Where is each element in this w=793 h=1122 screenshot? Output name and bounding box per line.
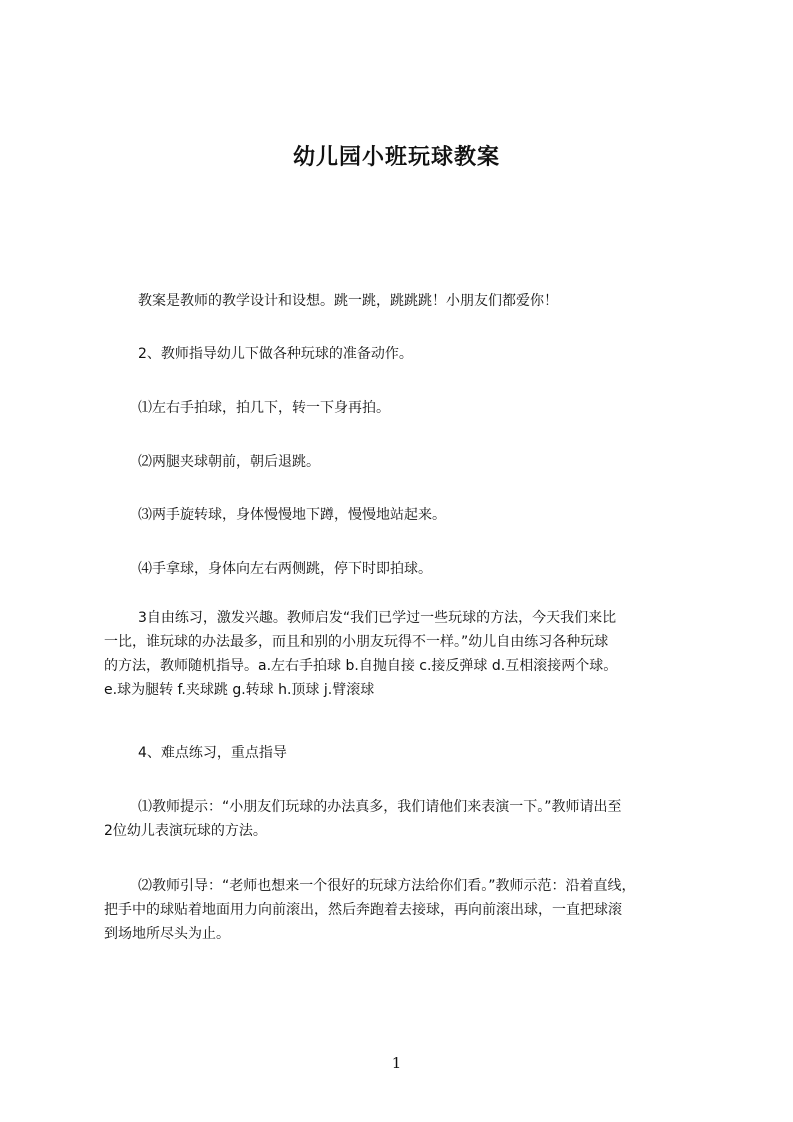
step-4-item-2 xyxy=(104,874,636,946)
step-2-item-2 xyxy=(138,450,320,474)
step-4-heading xyxy=(138,741,287,765)
paragraph-line: 3自由练习，激发兴趣。教师启发“我们已学过一些玩球的方法，今天我们来比 xyxy=(138,610,617,626)
paragraph-line: 2位幼儿表演玩球的方法。 xyxy=(104,823,267,839)
paragraph-line: 到场地所尽头为止。 xyxy=(104,926,230,942)
paragraph-line: 4、难点练习，重点指导 xyxy=(138,745,287,761)
paragraph-line: 的方法，教师随机指导。a.左右手拍球 b.自抛自接 c.接反弹球 d.互相滚接两个球。 xyxy=(104,658,618,674)
paragraph-line: ⑷手拿球，身体向左右两侧跳，停下时即拍球。 xyxy=(138,561,432,577)
step-3-paragraph xyxy=(104,606,617,702)
step-2-item-1 xyxy=(138,396,390,420)
step-2-item-4 xyxy=(138,557,432,581)
intro-paragraph xyxy=(138,289,558,313)
paragraph-line: e.球为腿转 f.夹球跳 g.转球 h.顶球 j.臂滚球 xyxy=(104,682,375,698)
document-title: 幼儿园小班玩球教案 xyxy=(292,145,500,170)
step-2-item-3 xyxy=(138,503,446,527)
paragraph-line: 一比，谁玩球的办法最多，而且和别的小朋友玩得不一样。”幼儿自由练习各种玩球 xyxy=(104,634,609,650)
paragraph-line: ⑵两腿夹球朝前，朝后退跳。 xyxy=(138,454,320,470)
page-number: 1 xyxy=(391,1054,402,1072)
paragraph-line: ⑴左右手拍球，拍几下，转一下身再拍。 xyxy=(138,400,390,416)
paragraph-line: 把手中的球贴着地面用力向前滚出，然后奔跑着去接球，再向前滚出球，一直把球滚 xyxy=(104,902,622,918)
paragraph-line: 2、教师指导幼儿下做各种玩球的准备动作。 xyxy=(138,346,413,362)
step-2-heading xyxy=(138,342,413,366)
paragraph-line: ⑶两手旋转球，身体慢慢地下蹲，慢慢地站起来。 xyxy=(138,507,446,523)
paragraph-line: ⑵教师引导：“老师也想来一个很好的玩球方法给你们看。”教师示范：沿着直线， xyxy=(138,878,636,894)
paragraph-line: ⑴教师提示：“小朋友们玩球的办法真多，我们请他们来表演一下。”教师请出至 xyxy=(138,799,622,815)
step-4-item-1 xyxy=(104,795,622,843)
paragraph-line: 教案是教师的教学设计和设想。跳一跳，跳跳跳！小朋友们都爱你！ xyxy=(138,293,558,309)
